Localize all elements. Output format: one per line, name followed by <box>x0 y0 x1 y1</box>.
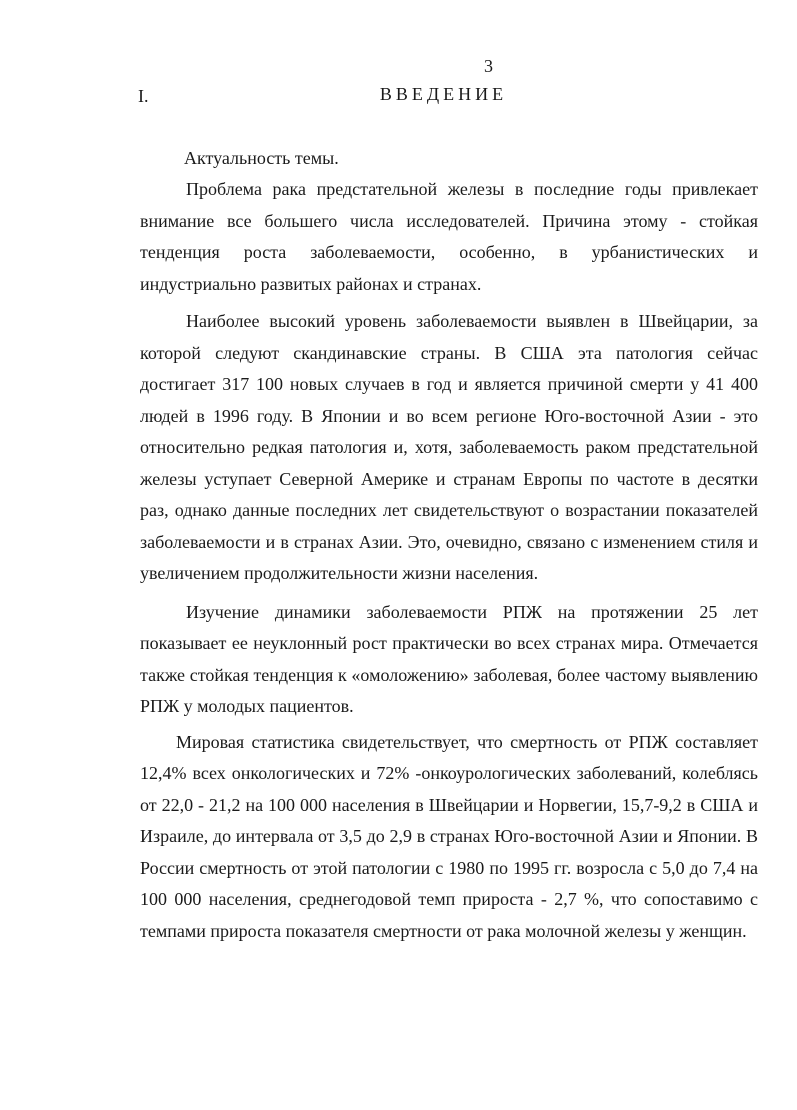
section-subtitle: Актуальность темы. <box>184 148 339 168</box>
section-number: I. <box>138 86 149 106</box>
paragraph: Изучение динамики заболеваемости РПЖ на протяжении 25 лет показывает ее неуклонный рост практически во всех странах мира. Отмечается также стойкая тенденция к «омоложению» заболевая, более частому выявлению РПЖ у молодых пациентов. <box>140 601 758 716</box>
section-title: ВВЕДЕНИЕ <box>379 84 508 104</box>
paragraph: Проблема рака предстательной железы в последние годы привлекает внимание все большего числа исследователей. Причина этому - стойкая тенденция роста заболеваемости, особенно, в урбанистических и индустриально развитых районах и странах. <box>140 179 758 294</box>
page-number: 3 <box>484 56 493 76</box>
paragraph: Наиболее высокий уровень заболеваемости выявлен в Швейцарии, за которой следуют скандинавские страны. В США эта патология сейчас достигает 317 100 новых случаев в год и является причиной смерти у 41 400 людей в 1996 году. В Японии и во всем регионе Юго-восточной Азии - это относительно редкая патология и, хотя, заболеваемость раком предстательной железы уступает Северной Америке и странам Европы по частоте в десятки раз, однако данные последних лет свидетельствуют о возрастании показателей заболеваемости и в странах Азии. Это, очевидно, связано с изменением стиля и увеличением продолжительности жизни населения. <box>140 311 758 583</box>
paragraph: Мировая статистика свидетельствует, что смертность от РПЖ составляет 12,4% всех онкологических и 72% -онкоурологических заболеваний, колеблясь от 22,0 - 21,2 на 100 000 населения в Швейцарии и Норвегии, 15,7-9,2 в США и Израиле, до интервала от 3,5 до 2,9 в странах Юго-восточной Азии и Японии. В России смертность от этой патологии с 1980 по 1995 гг. возросла с 5,0 до 7,4 на 100 000 населения, среднегодовой темп прироста - 2,7 %, что сопоставимо с темпами прироста показателя смертности от рака молочной железы у женщин. <box>140 731 758 941</box>
body-text <box>140 174 758 947</box>
